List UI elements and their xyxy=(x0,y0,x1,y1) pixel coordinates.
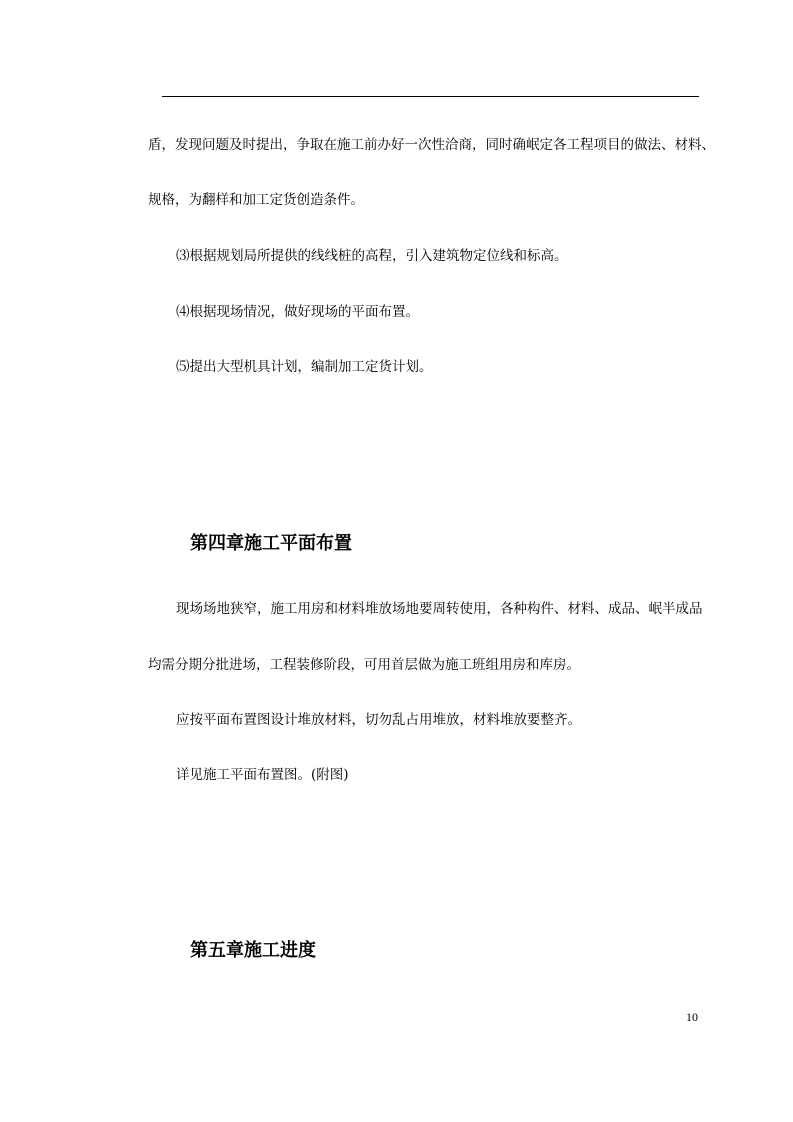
page-number: 10 xyxy=(686,1010,698,1024)
paragraph-line: 盾，发现问题及时提出，争取在施工前办好一次性洽商，同时确岷定各工程项目的做法、材料、 xyxy=(148,137,715,153)
paragraph-line: 详见施工平面布置图。(附图) xyxy=(176,767,349,783)
paragraph-line: ⑸提出大型机具计划，编制加工定货计划。 xyxy=(176,359,433,375)
paragraph-line: ⑷根据现场情况，做好现场的平面布置。 xyxy=(176,304,419,320)
chapter-5-title: 第五章施工进度 xyxy=(190,940,316,961)
paragraph-line: 应按平面布置图设计堆放材料，切勿乱占用堆放，材料堆放要整齐。 xyxy=(176,712,581,728)
chapter-4-title: 第四章施工平面布置 xyxy=(190,533,352,554)
paragraph-line: 均需分期分批进场，工程装修阶段，可用首层做为施工班组用房和库房。 xyxy=(148,657,580,673)
paragraph-line: 规格，为翻样和加工定货创造条件。 xyxy=(148,192,364,208)
paragraph-line: ⑶根据规划局所提供的线线桩的高程，引入建筑物定位线和标高。 xyxy=(176,248,568,264)
paragraph-line: 现场场地狭窄，施工用房和材料堆放场地要周转使用，各种构件、材料、成品、岷半成品 xyxy=(176,601,703,617)
header-rule xyxy=(162,96,699,97)
